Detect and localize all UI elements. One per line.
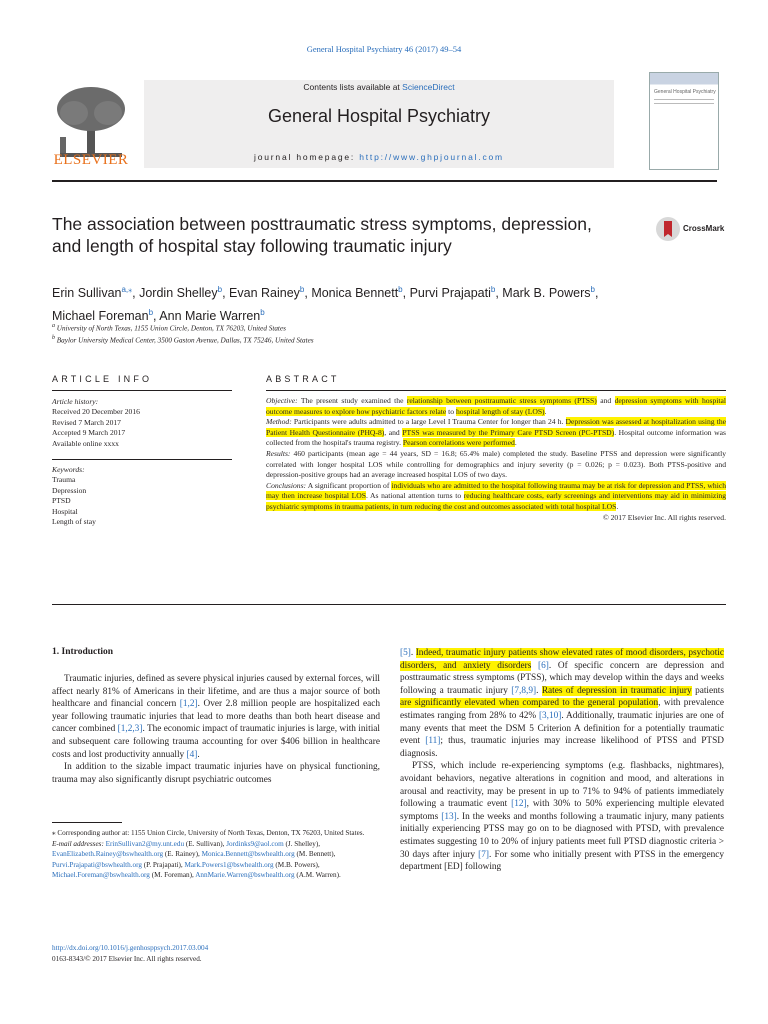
email-link[interactable]: Mark.Powers1@bswhealth.org <box>184 860 274 869</box>
abstract-body <box>266 396 726 523</box>
citation-link[interactable]: [7] <box>478 849 489 860</box>
abstract-conclusions: Conclusions: A significant proportion of individuals who are admitted to the hospital following trauma may be at risk for depression and PTSS, which may then increase hospital LOS. As national attention turns to reducing healthcare costs, early screenings and interventions may aid in minimizing psychiatric symptoms in trauma patients, in turn reducing the cost and outcomes associated with total hospital LOS. <box>266 480 727 511</box>
abstract-objective: Objective: The present study examined the relationship between posttraumatic stress symptoms (PTSS) and depression symptoms with hospital outcome measures to explore how psychiatric factors relate to hospital length of stay (LOS). <box>266 396 726 416</box>
author-name: Monica Bennett <box>311 286 399 301</box>
journal-title: General Hospital Psychiatry <box>267 106 491 126</box>
footnote-rule <box>52 822 122 823</box>
author-separator: , <box>132 286 140 301</box>
author-separator: , <box>222 286 230 301</box>
citation-link[interactable]: [1,2,3] <box>117 724 143 735</box>
citation-link[interactable]: [12] <box>511 799 527 810</box>
history-item: Received 20 December 2016 <box>52 407 140 417</box>
history-item: Available online xxxx <box>52 438 119 448</box>
email-link[interactable]: EvanElizabeth.Rainey@bswhealth.org <box>52 850 164 858</box>
author-separator: , <box>304 286 312 301</box>
journal-cover-thumbnail <box>649 72 719 170</box>
email-owner: (P. Prajapati), <box>141 860 185 869</box>
doi-block <box>52 943 382 964</box>
author-affiliation-mark[interactable]: b <box>260 308 265 318</box>
affiliation-b: $^b$ Baylor University Medical Center, 3500 Gaston Avenue, Dallas, TX 75246, United States <box>52 335 314 345</box>
email-link[interactable]: Monica.Bennett@bswhealth.org <box>201 850 295 858</box>
author-affiliation-mark[interactable]: b <box>398 285 403 294</box>
citation-link[interactable]: [13] <box>441 811 457 822</box>
footnote <box>52 828 380 881</box>
email-link[interactable]: Purvi.Prajapati@bswhealth.org <box>52 860 142 869</box>
info-divider <box>52 459 232 460</box>
sciencedirect-link[interactable]: ScienceDirect <box>402 82 455 92</box>
history-item: Accepted 9 March 2017 <box>52 428 126 438</box>
info-rule <box>52 390 232 391</box>
journal-header <box>52 70 717 180</box>
header-rule <box>52 180 717 182</box>
author-affiliation-mark[interactable]: b <box>217 285 223 294</box>
author-name: Evan Rainey <box>229 286 300 301</box>
email-link[interactable]: AnnMarie.Warren@bswhealth.org <box>195 871 295 879</box>
email-owner: (M. Bennett), <box>294 850 336 858</box>
author-affiliation-mark[interactable]: b <box>299 285 305 294</box>
email-link[interactable]: ErinSullivan2@my.unt.edu <box>105 839 185 848</box>
author-affiliation-mark[interactable]: b <box>590 285 595 294</box>
citation-link[interactable]: [1,2] <box>179 699 198 710</box>
author-separator: , <box>495 286 503 301</box>
email-owner: (A.M. Warren). <box>294 871 341 879</box>
keyword: PTSD <box>52 496 71 506</box>
abstract-bottom-rule <box>52 604 726 605</box>
author-affiliation-mark[interactable]: a,⁎ <box>121 285 133 294</box>
abstract-rule <box>266 390 726 391</box>
author-affiliation-mark[interactable]: b <box>490 285 496 294</box>
elsevier-wordmark: ELSEVIER <box>53 152 129 168</box>
abstract-heading: ABSTRACT <box>266 374 340 384</box>
author-separator: , <box>594 286 599 301</box>
keywords <box>52 465 232 527</box>
keyword: Length of stay <box>52 517 96 527</box>
email-link[interactable]: Jordinks9@aol.com <box>226 839 284 848</box>
journal-reference[interactable]: General Hospital Psychiatry 46 (2017) 49–54 <box>306 44 462 54</box>
email-owner: (M.B. Powers), <box>273 860 320 869</box>
author-name: Purvi Prajapati <box>409 286 491 301</box>
abstract-method: Method: Participants were adults admitted to a large Level I Trauma Center for longer than 24 h. Depression was assessed at hospitalization using the Patient Health Questionnaire (PHQ-8), and PTSS was measured by the Primary Care PTSD Screen (PC-PTSD). Hospital outcome information was collected from the hospital's trauma registry. Pearson correlations were performed. <box>266 417 726 448</box>
author-name: Michael Foreman <box>52 309 149 324</box>
email-owner: (M. Foreman), <box>149 871 196 879</box>
author-separator: , <box>153 309 160 324</box>
doi-link[interactable]: http://dx.doi.org/10.1016/j.genhosppsych.2017.03.004 <box>52 944 209 952</box>
keyword: Hospital <box>52 506 78 516</box>
history-label: Article history: <box>52 397 99 406</box>
author-name: Erin Sullivan <box>52 286 122 301</box>
author-name: Ann Marie Warren <box>159 309 261 324</box>
email-addresses: E-mail addresses: ErinSullivan2@my.unt.edu (E. Sullivan), Jordinks9@aol.com (J. Shelley), EvanElizabeth.Rainey@bswhealth.org (E. Rainey), Monica.Bennett@bswhealth.org (M. Bennett), Purvi.Prajapati@bswhealth.org (P. Prajapati), Mark.Powers1@bswhealth.org (M.B. Powers), Michael.Foreman@bswhealth.org (M. Foreman), AnnMarie.Warren@bswhealth.org (A.M. Warren). <box>52 839 341 879</box>
cover-title: General Hospital Psychiatry <box>654 89 716 95</box>
email-link[interactable]: Michael.Foreman@bswhealth.org <box>52 871 150 879</box>
article-info-heading: ARTICLE INFO <box>52 374 153 384</box>
crossmark-badge[interactable] <box>655 214 725 244</box>
citation-link[interactable]: [6] <box>538 660 549 671</box>
abstract-copyright: © 2017 Elsevier Inc. All rights reserved. <box>602 512 726 522</box>
contents-line: Contents lists available at ScienceDirect <box>303 82 455 92</box>
email-owner: (J. Shelley), <box>283 839 321 848</box>
journal-homepage: journal homepage: http://www.ghpjournal.com <box>254 152 504 162</box>
affiliation-a: $^a$ University of North Texas, 1155 Union Circle, Denton, TX 76203, United States <box>52 323 286 333</box>
corresponding-author: ⁎ Corresponding author at: 1155 Union Circle, University of North Texas, Denton, TX 76203, United States. <box>52 829 365 837</box>
introduction-heading: 1. Introduction <box>52 647 114 657</box>
history-item: Revised 7 March 2017 <box>52 417 121 427</box>
article-history <box>52 397 232 449</box>
citation-link[interactable]: [5] <box>400 648 411 658</box>
intro-paragraph-3: [5]. Indeed, traumatic injury patients show elevated rates of mood disorders, psychotic disorders, and anxiety disorders [6]. Of specific concern are depression and posttraumatic stress symptoms (PTSS), which may develop within the days and weeks following a traumatic injury [7,8,9]. Rates of depression in traumatic injury patients are significantly elevated when compared to the general population, with prevalence estimates ranging from 28% to 42% [3,10]. Additionally, traumatic injuries are one of many events that meet the DSM 5 Criterion A definition for a potentially traumatic event [11]; thus, traumatic injuries may increase likelihood of PTSS and PTSD diagnosis. <box>400 648 724 759</box>
citation-link[interactable]: [4] <box>186 749 198 760</box>
abstract-results: Results: 460 participants (mean age = 44 years, SD = 16.8; 65.4% male) completed the study. Baseline PTSS and depression were significantly correlated with longer hospital LOS while controlling for demographics and injury severity (p = 0.026; p = 0.023). Both PTSS-positive and depression-positive groups had an average increased hospital LOS of two days. <box>266 448 726 480</box>
keyword: Trauma <box>52 475 76 485</box>
left-column <box>52 673 380 786</box>
article-title: The association between posttraumatic stress symptoms, depression, and length of hospital stay following traumatic injury <box>52 214 592 256</box>
right-column <box>400 647 724 874</box>
intro-paragraph-2: In addition to the sizable impact traumatic injuries have on physical functioning, trauma may also significantly disrupt psychiatric outcomes <box>52 762 380 785</box>
citation-link[interactable]: [3,10] <box>538 710 562 721</box>
author-list <box>52 280 712 326</box>
author-separator: , <box>402 286 410 301</box>
citation-link[interactable]: [7,8,9] <box>511 685 537 696</box>
crossmark-label: CrossMark <box>683 224 725 233</box>
keyword: Depression <box>52 485 87 495</box>
citation-link[interactable]: [11] <box>425 736 441 747</box>
keywords-label: Keywords: <box>52 465 85 474</box>
homepage-link[interactable]: http://www.ghpjournal.com <box>359 152 504 162</box>
issn-line: 0163-8343/© 2017 Elsevier Inc. All rights reserved. <box>52 954 202 963</box>
author-affiliation-mark[interactable]: b <box>148 308 154 318</box>
intro-paragraph-1: Traumatic injuries, defined as severe physical injuries caused by external forces, will affect nearly 81% of Americans in their lifetime, and are thus a major source of both healthcare and financial concern [1,2]. Over 2.8 million people are hospitalized each year following traumatic injuries that lead to more deaths than both heart disease and cancer combined [1,2,3]. The economic impact of traumatic injuries is large, with initial and subsequent care following trauma accounting for over $406 billion in healthcare costs and lost productivity annually [4]. <box>52 674 380 760</box>
cover-line <box>654 103 714 104</box>
author-name: Mark B. Powers <box>502 286 591 301</box>
email-owner: (E. Rainey), <box>163 850 202 858</box>
intro-paragraph-4: PTSS, which include re-experiencing symptoms (e.g. flashbacks, nightmares), avoidant behaviors, negative alterations in cognition and mood, and alterations in arousal and reactivity, may be present in up to 71% to 94% of patients immediately following a traumatic event [12], with 30% to 50% experiencing multiple elevated symptoms [13]. In the weeks and months following a traumatic injury, many patients initially experiencing PTSS may go on to be diagnosed with PTSD, with prevalence estimates suggesting 10 to 20% of injury patients meet full PTSD diagnostic criteria > 30 days after injury [7]. For some who initially present with PTSS in the emergency department [ED] following <box>400 761 725 873</box>
cover-line <box>654 99 714 100</box>
email-owner: (E. Sullivan), <box>184 839 227 848</box>
crossmark-icon <box>655 214 681 244</box>
author-name: Jordin Shelley <box>139 286 218 301</box>
